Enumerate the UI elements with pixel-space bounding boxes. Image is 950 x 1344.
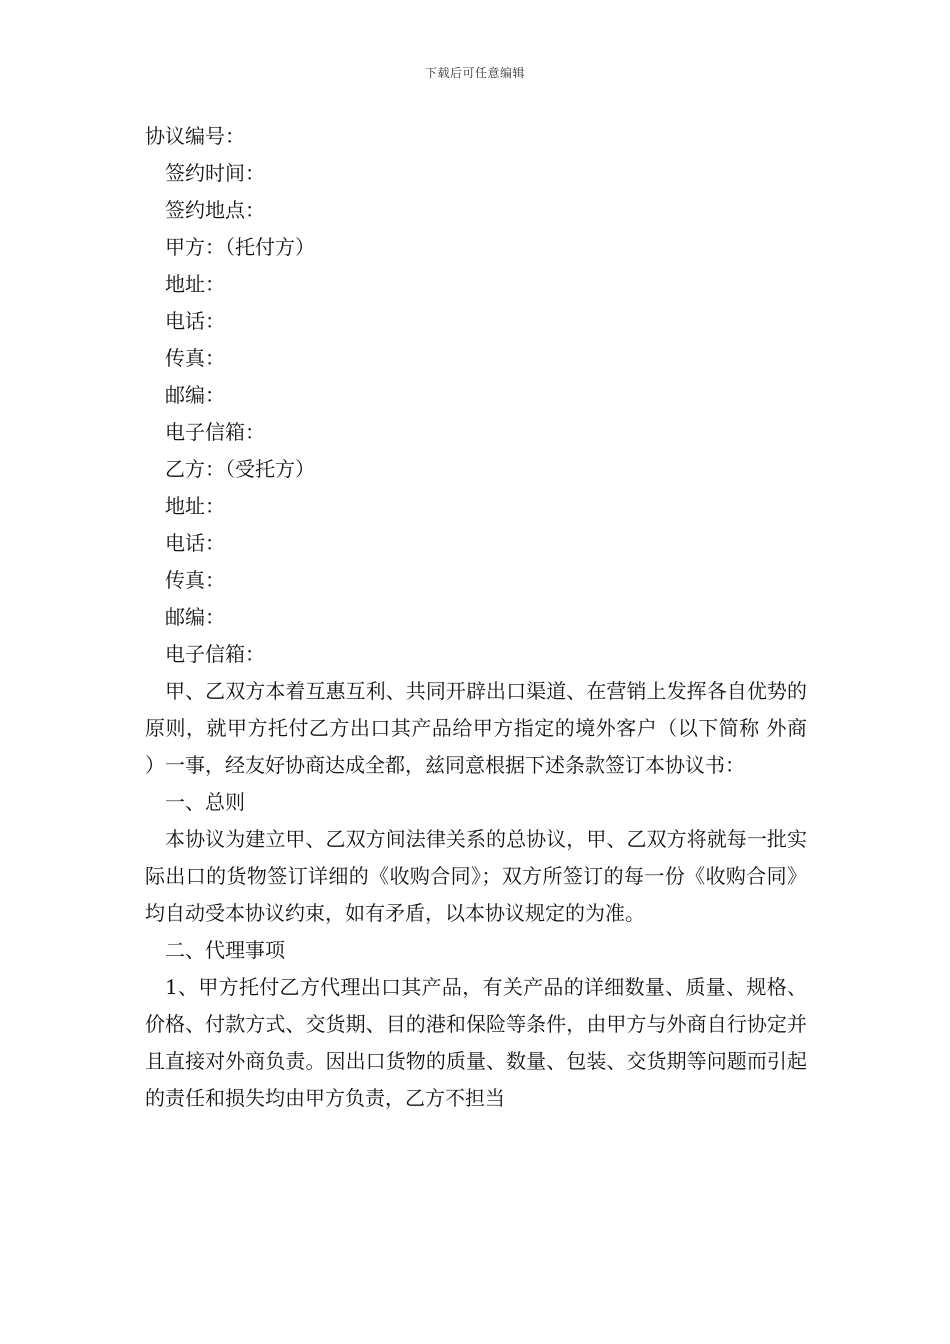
party-a-title: 甲方：（托付方） xyxy=(165,235,315,259)
section-1-heading: 一、总则 xyxy=(165,790,245,814)
party-b-email: 电子信箱： xyxy=(165,642,265,666)
document-body xyxy=(145,118,807,1117)
sign-time: 签约时间： xyxy=(165,161,265,185)
party-b-address: 地址： xyxy=(165,494,225,518)
party-b-title: 乙方：（受托方） xyxy=(165,457,315,481)
agreement-number: 协议编号： xyxy=(145,124,245,148)
section-2-heading: 二、代理事项 xyxy=(165,938,285,962)
section-1-paragraph: 本协议为建立甲、乙双方间法律关系的总协议，甲、乙双方将就每一批实际出口的货物签订详细的《收购合同》；双方所签订的每一份《收购合同》均自动受本协议约束，如有矛盾，以本协议规定的为准。 xyxy=(145,827,807,925)
party-b-phone: 电话： xyxy=(165,531,225,555)
party-a-fax: 传真： xyxy=(165,346,225,370)
party-b-postcode: 邮编： xyxy=(165,605,225,629)
party-a-email: 电子信箱： xyxy=(165,420,265,444)
section-2-item-1: 1、甲方托付乙方代理出口其产品，有关产品的详细数量、质量、规格、价格、付款方式、交货期、目的港和保险等条件，由甲方与外商自行协定并且直接对外商负责。因出口货物的质量、数量、包装、交货期等问题而引起的责任和损失均由甲方负责，乙方不担当 xyxy=(145,975,807,1110)
party-b-fax: 传真： xyxy=(165,568,225,592)
page-header-note: 下载后可任意编辑 xyxy=(424,66,525,80)
party-a-postcode: 邮编： xyxy=(165,383,225,407)
party-a-address: 地址： xyxy=(165,272,225,296)
party-a-phone: 电话： xyxy=(165,309,225,333)
sign-place: 签约地点： xyxy=(165,198,265,222)
preamble-paragraph: 甲、乙双方本着互惠互利、共同开辟出口渠道、在营销上发挥各自优势的原则，就甲方托付乙方出口其产品给甲方指定的境外客户（以下简称 外商 ）一事，经友好协商达成全都，兹同意根据下述条款签订本协议书： xyxy=(145,679,807,777)
